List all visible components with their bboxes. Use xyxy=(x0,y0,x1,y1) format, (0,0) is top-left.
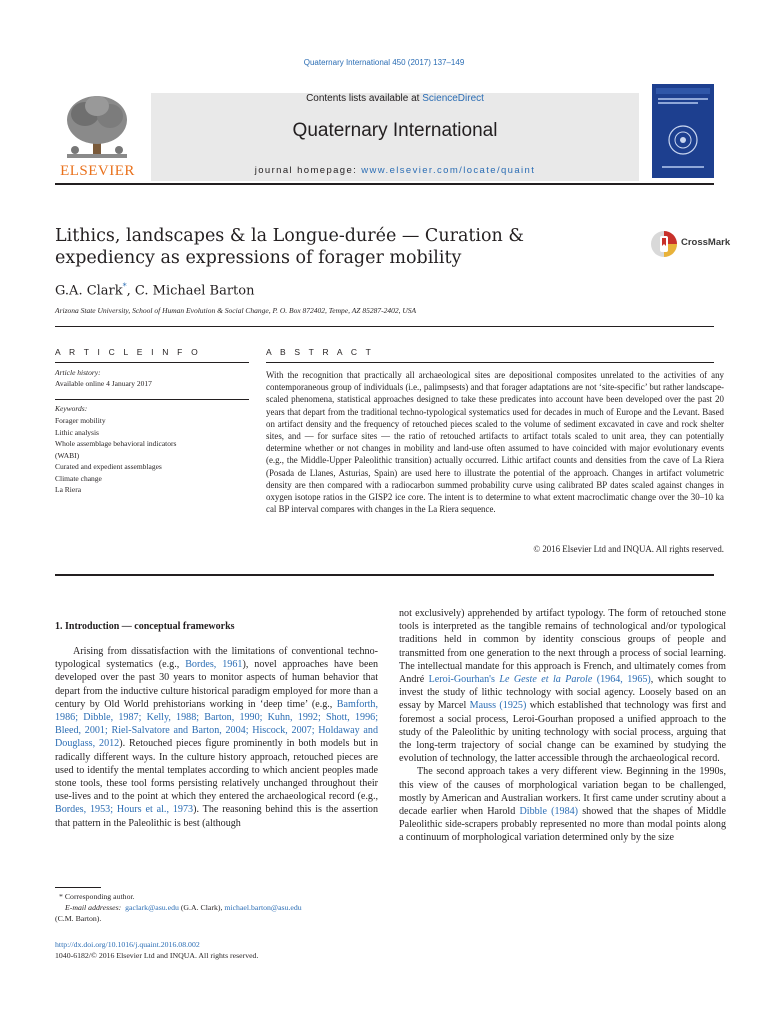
article-title: Lithics, landscapes & la Longue-durée — Curation & expediency as expressions of forager mobility xyxy=(55,226,524,268)
body-paragraph xyxy=(399,607,726,765)
body-text: ), novel approaches have been developed over the past 30 years to monitor aspects of human behavior that depart from the inductive culture historical paradigm employed for more than a century by Old World prehistorians working in ‘deep time’ (e.g., xyxy=(55,659,378,710)
body-column-left xyxy=(55,645,378,830)
keyword-item: Whole assemblage behavioral indicators xyxy=(55,439,177,448)
email-owner: (G.A. Clark), xyxy=(178,903,225,912)
abstract-bottom-rule xyxy=(55,574,714,576)
corresponding-author-mark[interactable]: * xyxy=(122,282,127,291)
citation-link[interactable] xyxy=(429,674,651,685)
citation-author: Leroi-Gourhan's xyxy=(428,674,500,686)
body-text: which established that technology was first and foremost a social process, Leroi-Gourhan proposed a unified approach to the study of the Paleolithic by uniting technology with social process, arguing that the long-term trajectory of social change can be examined by studying the evolution of technology, the latter accessible through the archaeological record. xyxy=(399,700,727,765)
journal-title: Quaternary International xyxy=(292,120,498,141)
contents-available-line xyxy=(151,93,639,104)
elsevier-logo xyxy=(55,92,140,180)
keyword-item: La Riera xyxy=(55,485,82,494)
journal-homepage-line xyxy=(151,165,639,176)
citation-link[interactable]: Mauss (1925) xyxy=(469,700,527,712)
body-paragraph xyxy=(55,645,378,830)
crossmark-badge[interactable] xyxy=(650,228,740,268)
author-separator: , xyxy=(126,283,135,299)
title-rule xyxy=(55,326,714,327)
header-rule xyxy=(55,183,714,185)
doi-link[interactable]: http://dx.doi.org/10.1016/j.quaint.2016.08.002 xyxy=(55,940,200,949)
crossmark-label: CrossMark xyxy=(681,237,731,248)
email-owner: (C.M. Barton). xyxy=(55,914,102,923)
body-text: Arising from dissatisfaction with the limitations of conventional techno-typological systematics (e.g., xyxy=(55,646,378,671)
keyword-item: Curated and expedient assemblages xyxy=(55,462,162,471)
keywords-label: Keywords: xyxy=(55,404,88,413)
abstract-rule xyxy=(266,362,714,363)
journal-cover-thumbnail[interactable] xyxy=(652,84,714,178)
crossmark-icon xyxy=(650,228,678,260)
author-list xyxy=(55,282,254,298)
section-heading: 1. Introduction — conceptual frameworks xyxy=(55,621,235,632)
citation-work-title: Le Geste et la Parole xyxy=(499,674,593,686)
abstract-copyright: © 2016 Elsevier Ltd and INQUA. All rights reserved. xyxy=(533,544,724,554)
journal-homepage-link[interactable]: www.elsevier.com/locate/quaint xyxy=(361,165,536,176)
footnote xyxy=(55,891,380,924)
keyword-item: (WABI) xyxy=(55,450,80,460)
body-text: ). Retouched pieces figure prominently in both models but in radically different ways. In the culture history approach, retouched pieces are used to identify the mental templates according to which ancient peoples made stone tools, these tool forms persisting relatively unchanged throughout their use-lives and to the point at which they entered the archaeological record (e.g., xyxy=(55,738,378,803)
email-link[interactable]: gaclark@asu.edu xyxy=(125,903,179,912)
body-column-right xyxy=(399,607,726,845)
corresponding-author-note xyxy=(55,891,380,902)
article-info-rule xyxy=(55,362,249,363)
issn-copyright: 1040-6182/© 2016 Elsevier Ltd and INQUA. All rights reserved. xyxy=(55,951,259,960)
abstract-text: With the recognition that practically all archaeological sites are depositional composites unrelated to the activities of any contemporaneous group of individuals (i.e., palimpsests) and that forager adaptations are not ‘site-specific’ but rather landscape-scaled phenomena, statistical approaches designed to take these predicates into account have been developed over the past 20 years that depart from the traditional techno-typological systematics used for decades in much of Europe and the Levant. Based on artifact density and the frequency of retouched pieces scaled to the volume of sediment excavated in cave and rock shelter sites, and — for surface sites — the ratio of retouched artifacts to artifact totals scaled to unit area, they can potentially determine whether or not changes in mobility and land-use often assumed to have coincided with major evolutionary events (e.g., the Middle-Upper Paleolithic transition) actually occurred. Lithic artifact counts and densities from the cave of La Riera (Posada de Llanes, Asturias, Spain) are used here to illustrate the potential of the approach. Changes in artifact volumetric density are then compared with a radiocarbon summed probability curve using calibrated BP dates scaled against changes in oxygen isotope ratios in the GISP2 ice core. The intent is to determine to what extent macroclimatic change over the 30–10 ka cal BP interval compares with changes in the La Riera sequence. xyxy=(266,370,724,515)
body-paragraph xyxy=(399,765,726,844)
keywords-list xyxy=(55,415,249,496)
keyword-item: Forager mobility xyxy=(55,416,106,425)
homepage-prefix: journal homepage: xyxy=(254,165,362,176)
body-text: showed that the shapes of Middle Paleolithic side-scrapers probably represented no more than modal points along a continuum of morphological variation determined only by the size xyxy=(399,806,726,844)
corresponding-text: Corresponding author. xyxy=(62,892,135,901)
contents-prefix: Contents lists available at xyxy=(306,93,423,104)
citation-link[interactable]: Bordes, 1953; Hours et al., 1973 xyxy=(55,804,194,816)
elsevier-wordmark: ELSEVIER xyxy=(60,163,135,179)
body-text: not exclusively) apprehended by artifact typology. The form of retouched stone tools is interpreted as the tangible remains of technological and/or typological traditions held in common by identity conscious groups of people and transmitted from one generation to the next through a process of social learning. The intellectual mandate for this approach is French, and ultimately comes from André xyxy=(399,608,726,686)
author-affiliation: Arizona State University, School of Human Evolution & Social Change, P. O. Box 872402, Tempe, AZ 85287-2402, USA xyxy=(55,306,417,315)
article-history-value: Available online 4 January 2017 xyxy=(55,379,152,388)
author-clark: G.A. Clark xyxy=(55,283,123,299)
email-label: E-mail addresses: xyxy=(65,903,122,912)
citation-link[interactable]: Bordes, 1961 xyxy=(185,659,243,671)
body-text: The second approach takes a very different view. Beginning in the 1990s, this view of the causes of morphological variation began to be challenged, mostly by American and Australian workers. It first came under scrutiny about a decade earlier when Harold xyxy=(399,766,726,818)
body-text: , which sought to invest the study of lithic technology with social agency. Loosely based on an essay by Marcel xyxy=(399,674,726,712)
sciencedirect-link[interactable]: ScienceDirect xyxy=(422,93,484,104)
footnote-mark: * xyxy=(59,892,63,901)
journal-citation[interactable]: Quaternary International 450 (2017) 137–149 xyxy=(303,58,465,67)
citation-link[interactable]: Dibble (1984) xyxy=(519,806,579,818)
citation-years: (1964, 1965) xyxy=(592,674,651,686)
article-info-divider xyxy=(55,399,249,400)
email-line xyxy=(55,902,380,913)
author-barton: C. Michael Barton xyxy=(134,283,255,299)
article-info-heading: A R T I C L E I N F O xyxy=(55,347,201,357)
keyword-item: Climate change xyxy=(55,473,102,483)
email-link[interactable]: michael.barton@asu.edu xyxy=(224,903,302,912)
citation-link[interactable]: Bamforth, 1986; Dibble, 1987; Kelly, 1988; Barton, 1990; Kuhn, 1992; Shott, 1996; Bleed, 2001; Riel-Salvatore and Barton, 2004; Hiscock, 2007; Holdaway and Douglass, 2012 xyxy=(55,698,378,750)
body-text: ). The reasoning behind this is the assertion that pattern in the Paleolithic is best (although xyxy=(55,804,378,829)
article-history-label: Article history: xyxy=(55,368,101,377)
keyword-item: Lithic analysis xyxy=(55,427,99,437)
abstract-heading: A B S T R A C T xyxy=(266,347,375,357)
footnote-rule xyxy=(55,887,101,888)
